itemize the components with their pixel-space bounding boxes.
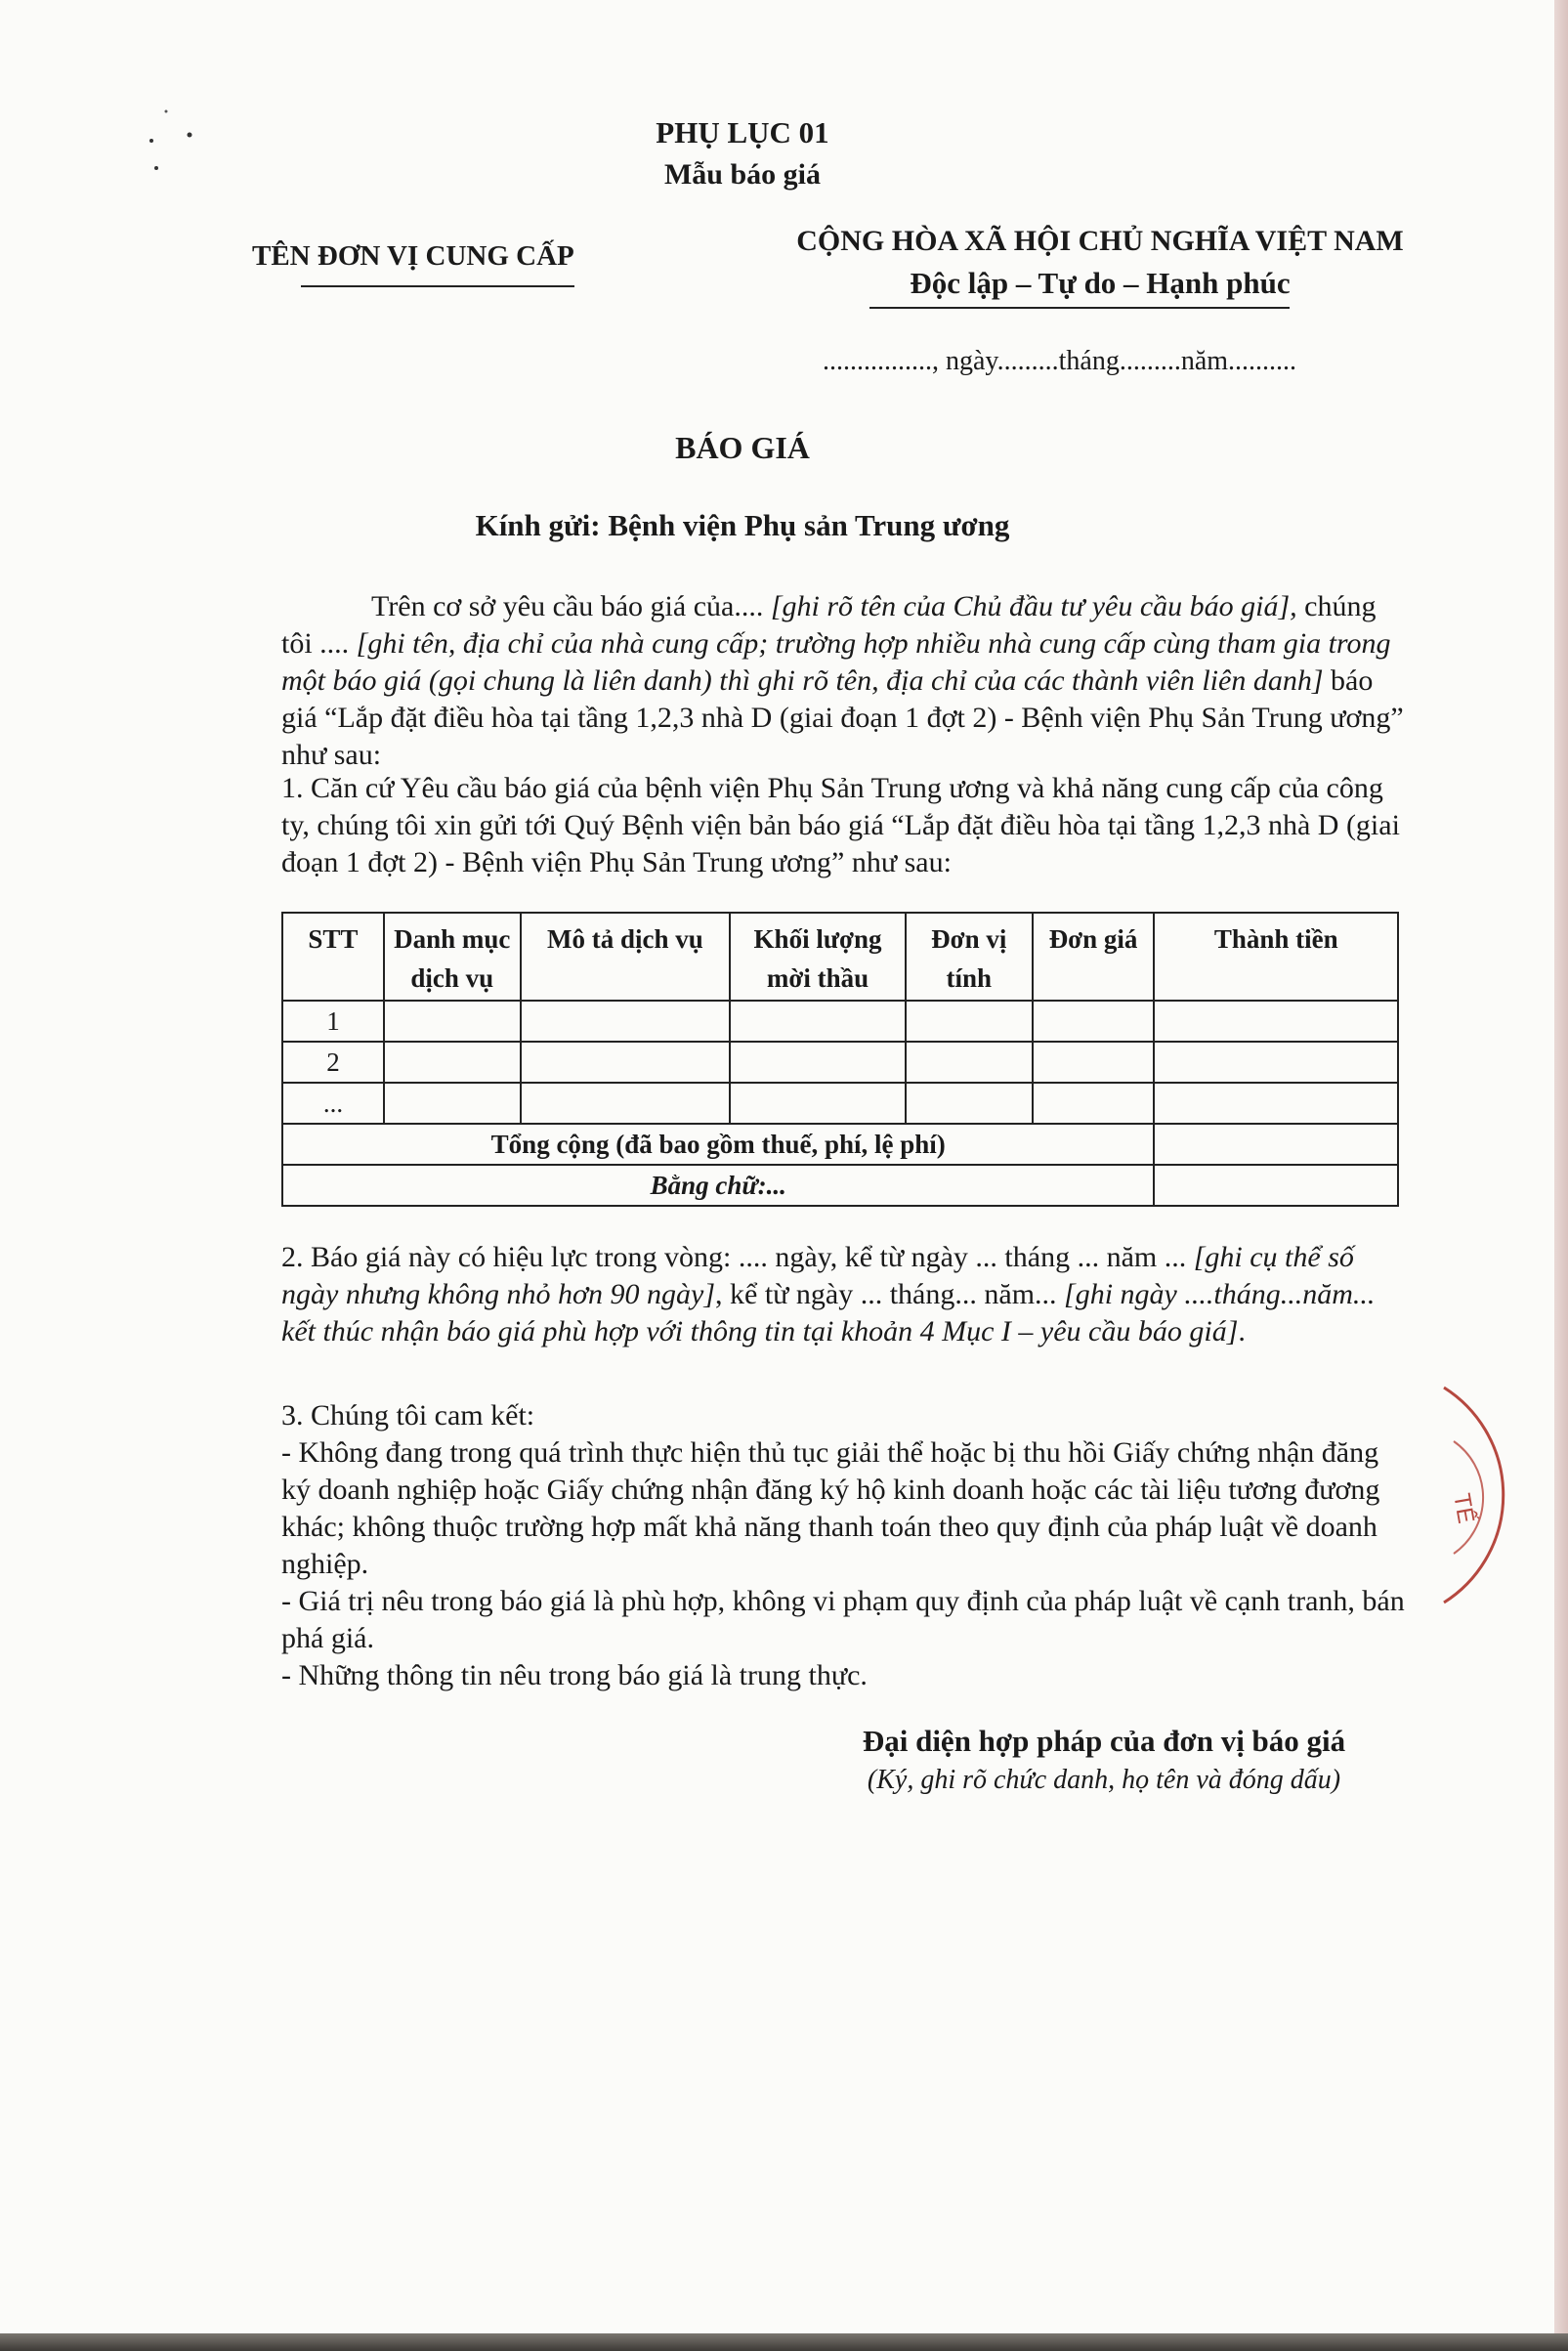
nation-heading: CỘNG HÒA XÃ HỘI CHỦ NGHĨA VIỆT NAM: [796, 225, 1404, 257]
column-header: STT: [282, 913, 384, 1001]
column-header: Khối lượng mời thầu: [730, 913, 906, 1001]
item-2-placeholder-2: [ghi ngày ....tháng...năm... kết thúc nhận báo giá phù hợp với thông tin tại khoản 4 Mục I – yêu cầu báo giá]: [281, 1278, 1376, 1347]
document-title: BÁO GIÁ: [675, 430, 810, 465]
column-header: Đơn giá: [1033, 913, 1155, 1001]
table-cell: [1033, 1042, 1155, 1083]
annex-subtitle: Mẫu báo giá: [663, 158, 822, 191]
row-number: 2: [282, 1042, 384, 1083]
stamp-text: TẾ: [1448, 1491, 1480, 1526]
table-cell: [1033, 1083, 1155, 1124]
page-bottom-edge: [0, 2333, 1568, 2351]
table-cell: [730, 1001, 906, 1042]
total-value-cell: [1154, 1124, 1398, 1165]
table-cell: [1154, 1042, 1398, 1083]
table-cell: [384, 1083, 521, 1124]
table-cell: [1154, 1001, 1398, 1042]
table-cell: [521, 1083, 731, 1124]
row-number: 1: [282, 1001, 384, 1042]
commitment-item: - Giá trị nêu trong báo giá là phù hợp, không vi phạm quy định của pháp luật về cạnh tranh, bán phá giá.: [281, 1585, 1405, 1654]
table-total-row: [282, 1124, 1398, 1165]
table-cell: [730, 1083, 906, 1124]
intro-text-3: báo giá “Lắp đặt điều hòa tại tầng 1,2,3 nhà D (giai đoạn 1 đợt 2) - Bệnh viện Phụ Sản Trung ương” như sau:: [281, 664, 1404, 771]
intro-paragraph: [281, 588, 1405, 774]
table-cell: [384, 1042, 521, 1083]
supplier-underline: [301, 285, 574, 287]
table-cell: [1033, 1001, 1155, 1042]
intro-placeholder-1: [ghi rõ tên của Chủ đầu tư yêu cầu báo giá],: [770, 590, 1297, 622]
table-row: [282, 1001, 1398, 1042]
words-value-cell: [1154, 1165, 1398, 1206]
item-3-heading: 3. Chúng tôi cam kết:: [281, 1399, 535, 1432]
table-cell: [906, 1083, 1033, 1124]
signature-title: Đại diện hợp pháp của đơn vị báo giá: [862, 1724, 1346, 1758]
date-line: ................, ngày.........tháng.........năm..........: [823, 346, 1297, 376]
intro-text-2: chúng tôi ....: [281, 590, 1377, 660]
quote-table: [281, 912, 1399, 1207]
item-1-paragraph: 1. Căn cứ Yêu cầu báo giá của bệnh viện Phụ Sản Trung ương và khả năng cung cấp của công ty, chúng tôi xin gửi tới Quý Bệnh viện bản báo giá “Lắp đặt điều hòa tại tầng 1,2,3 nhà D (giai đoạn 1 đợt 2) - Bệnh viện Phụ Sản Trung ương” như sau:: [281, 772, 1400, 878]
column-header: Mô tả dịch vụ: [521, 913, 731, 1001]
commitment-item: - Những thông tin nêu trong báo giá là trung thực.: [281, 1659, 868, 1691]
table-cell: [906, 1042, 1033, 1083]
item-2-text-2: , kể từ ngày ... tháng... năm...: [715, 1278, 1065, 1310]
motto-underline: [869, 307, 1290, 309]
stamp-fragment: [1415, 1368, 1551, 1622]
item-2-text-1: 2. Báo giá này có hiệu lực trong vòng: .... ngày, kể từ ngày ... tháng ... năm ...: [281, 1241, 1194, 1273]
commitment-item: - Không đang trong quá trình thực hiện thủ tục giải thể hoặc bị thu hồi Giấy chứng nhận đăng ký doanh nghiệp hoặc Giấy chứng nhận đăng ký hộ kinh doanh hoặc các tài liệu tương đương khác; không thuộc trường hợp mất khả năng thanh toán theo quy định của pháp luật về doanh nghiệp.: [281, 1436, 1380, 1580]
row-number: ...: [282, 1083, 384, 1124]
table-cell: [906, 1001, 1033, 1042]
signature-note: (Ký, ghi rõ chức danh, họ tên và đóng dấu): [867, 1765, 1341, 1795]
table-cell: [730, 1042, 906, 1083]
annex-title: PHỤ LỤC 01: [656, 115, 829, 150]
amount-in-words-label: Bằng chữ:...: [282, 1165, 1154, 1206]
recipient-line: Kính gửi: Bệnh viện Phụ sản Trung ương: [475, 508, 1010, 542]
item-3-section: [281, 1397, 1405, 1694]
column-header: Đơn vị tính: [906, 913, 1033, 1001]
table-cell: [1154, 1083, 1398, 1124]
table-header-row: [282, 913, 1398, 1001]
page-edge: [1554, 0, 1568, 2351]
table-cell: [384, 1001, 521, 1042]
item-2-text-3: .: [1238, 1315, 1246, 1347]
total-label: Tổng cộng (đã bao gồm thuế, phí, lệ phí): [282, 1124, 1154, 1165]
table-row: [282, 1042, 1398, 1083]
motto: Độc lập – Tự do – Hạnh phúc: [910, 266, 1291, 300]
supplier-label: TÊN ĐƠN VỊ CUNG CẤP: [252, 240, 574, 272]
table-cell: [521, 1001, 731, 1042]
table-cell: [521, 1042, 731, 1083]
intro-placeholder-2: [ghi tên, địa chỉ của nhà cung cấp; trường hợp nhiều nhà cung cấp cùng tham gia trong một báo giá (gọi chung là liên danh) thì ghi rõ tên, địa chỉ của các thành viên liên danh]: [281, 627, 1391, 697]
intro-text-1: Trên cơ sở yêu cầu báo giá của....: [371, 590, 771, 622]
item-2-placeholder-1: [ghi cụ thể số ngày nhưng không nhỏ hơn 90 ngày]: [281, 1241, 1354, 1310]
column-header: Danh mục dịch vụ: [384, 913, 521, 1001]
column-header: Thành tiền: [1154, 913, 1398, 1001]
table-row: [282, 1083, 1398, 1124]
item-2-paragraph: [281, 1239, 1405, 1350]
table-words-row: [282, 1165, 1398, 1206]
